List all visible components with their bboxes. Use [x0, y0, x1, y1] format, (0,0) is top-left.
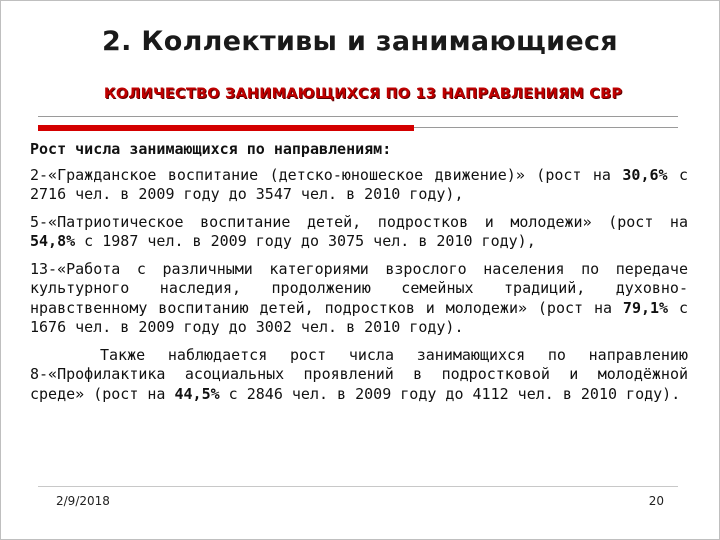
- divider-line: [38, 116, 678, 117]
- paragraph-text: с 1676 чел. в 2009 году до 3002 чел. в 2010 году).: [30, 298, 689, 336]
- paragraph-direction-8: [30, 346, 688, 405]
- slide-subtitle: КОЛИЧЕСТВО ЗАНИМАЮЩИХСЯ ПО 13 НАПРАВЛЕНИЯМ СВР: [103, 86, 623, 102]
- paragraph-text: Также наблюдается рост числа занимающихся по направлению 8-«Профилактика асоциальных проявлений в подростковой и молодёжной среде» (рост на: [30, 345, 688, 403]
- page-number: 20: [648, 494, 664, 508]
- growth-percent: 79,1%: [622, 298, 669, 317]
- growth-percent: 30,6%: [622, 165, 668, 184]
- accent-bar: [38, 125, 414, 131]
- growth-percent: 44,5%: [174, 384, 220, 403]
- footer-date: 2/9/2018: [56, 494, 110, 508]
- paragraph-text: с 2846 чел. в 2009 году до 4112 чел. в 2010 году).: [219, 384, 681, 403]
- growth-percent: 54,8%: [30, 232, 76, 250]
- paragraph-text: с 1987 чел. в 2009 году до 3075 чел. в 2010 году),: [75, 232, 536, 250]
- paragraph-text: 13-«Работа с различными категориями взрослого населения по передаче культурного наследия, продолжению семейных традиций, духовно-нравственному воспитанию детей, подростков и молодежи» (рост на: [30, 259, 688, 317]
- slide-title: 2. Коллективы и занимающиеся: [102, 26, 618, 57]
- paragraph-text: 5-«Патриотическое воспитание детей, подростков и молодежи» (рост на: [30, 212, 688, 231]
- divider-line-thin: [414, 127, 678, 128]
- paragraph-text: 2-«Гражданское воспитание (детско-юношеское движение)» (рост на: [30, 165, 623, 184]
- slide-body: [30, 140, 688, 412]
- body-lead: Рост числа занимающихся по направлениям:: [30, 140, 392, 158]
- paragraph-direction-13: [30, 260, 688, 338]
- footer-divider: [38, 486, 678, 487]
- paragraph-direction-2: [30, 166, 688, 205]
- paragraph-text: с 2716 чел. в 2009 году до 3547 чел. в 2010 году),: [30, 165, 689, 203]
- paragraph-direction-5: [30, 213, 688, 252]
